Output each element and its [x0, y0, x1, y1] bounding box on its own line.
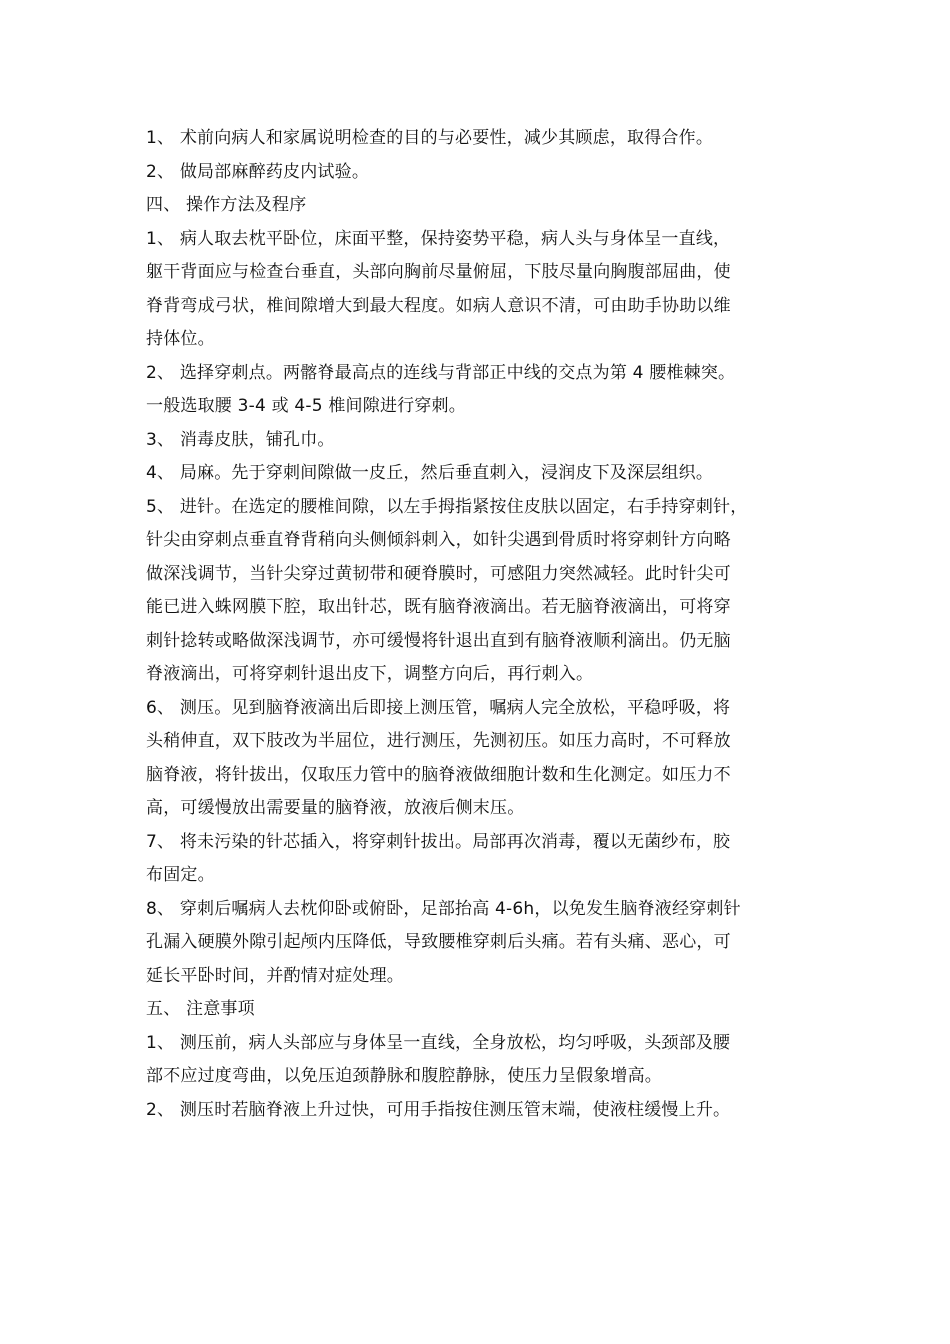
- text-line: 5、 进针。在选定的腰椎间隙，以左手拇指紧按住皮肤以固定，右手持穿刺针，: [146, 496, 748, 517]
- text-line: 延长平卧时间，并酌情对症处理。: [146, 965, 404, 986]
- text-line: 脊液滴出，可将穿刺针退出皮下，调整方向后，再行刺入。: [146, 664, 594, 684]
- text-line: 布固定。: [146, 865, 215, 885]
- text-line: 做深浅调节，当针尖穿过黄韧带和硬脊膜时，可感阻力突然减轻。此时针尖可: [146, 563, 731, 584]
- text-line: 2、 选择穿刺点。两髂脊最高点的连线与背部正中线的交点为第 4 腰椎棘突。: [146, 362, 736, 383]
- text-line: 脑脊液，将针拔出，仅取压力管中的脑脊液做细胞计数和生化测定。如压力不: [146, 764, 731, 785]
- text-line: 8、 穿刺后嘱病人去枕仰卧或俯卧，足部抬高 4-6h，以免发生脑脊液经穿刺针: [146, 898, 741, 919]
- text-line: 高，可缓慢放出需要量的脑脊液，放液后侧末压。: [146, 798, 525, 818]
- text-line: 能已进入蛛网膜下腔，取出针芯，既有脑脊液滴出。若无脑脊液滴出，可将穿: [146, 597, 731, 617]
- section-heading: 五、 注意事项: [146, 999, 255, 1019]
- text-line: 2、 测压时若脑脊液上升过快，可用手指按住测压管末端，使液柱缓慢上升。: [146, 1099, 731, 1120]
- text-line: 孔漏入硬膜外隙引起颅内压降低，导致腰椎穿刺后头痛。若有头痛、恶心，可: [146, 932, 731, 952]
- text-line: 持体位。: [146, 329, 215, 349]
- text-line: 2、 做局部麻醉药皮内试验。: [146, 161, 370, 182]
- text-line: 针尖由穿刺点垂直脊背稍向头侧倾斜刺入，如针尖遇到骨质时将穿刺针方向略: [146, 530, 731, 550]
- text-line: 6、 测压。见到脑脊液滴出后即接上测压管，嘱病人完全放松，平稳呼吸，将: [146, 697, 731, 718]
- text-line: 7、 将未污染的针芯插入，将穿刺针拔出。局部再次消毒，覆以无菌纱布，胶: [146, 831, 731, 852]
- section-heading: 四、 操作方法及程序: [146, 195, 307, 215]
- text-line: 1、 测压前，病人头部应与身体呈一直线，全身放松，均匀呼吸，头颈部及腰: [146, 1032, 731, 1053]
- text-line: 刺针捻转或略做深浅调节，亦可缓慢将针退出直到有脑脊液顺利滴出。仍无脑: [146, 630, 731, 651]
- text-line: 1、 术前向病人和家属说明检查的目的与必要性，减少其顾虑，取得合作。: [146, 128, 714, 148]
- document-body: [146, 122, 816, 1127]
- text-line: 1、 病人取去枕平卧位，床面平整，保持姿势平稳，病人头与身体呈一直线，: [146, 228, 731, 249]
- text-line: 头稍伸直，双下肢改为半屈位，进行测压，先测初压。如压力高时，不可释放: [146, 731, 731, 751]
- text-line: 3、 消毒皮肤，铺孔巾。: [146, 429, 335, 450]
- text-line: 部不应过度弯曲，以免压迫颈静脉和腹腔静脉，使压力呈假象增高。: [146, 1066, 662, 1086]
- text-line: 一般选取腰 3-4 或 4-5 椎间隙进行穿刺。: [146, 396, 466, 416]
- text-line: 4、 局麻。先于穿刺间隙做一皮丘，然后垂直刺入，浸润皮下及深层组织。: [146, 463, 714, 483]
- text-line: 躯干背面应与检查台垂直，头部向胸前尽量俯屈，下肢尽量向胸腹部屈曲，使: [146, 262, 731, 282]
- text-line: 脊背弯成弓状，椎间隙增大到最大程度。如病人意识不清，可由助手协助以维: [146, 295, 731, 316]
